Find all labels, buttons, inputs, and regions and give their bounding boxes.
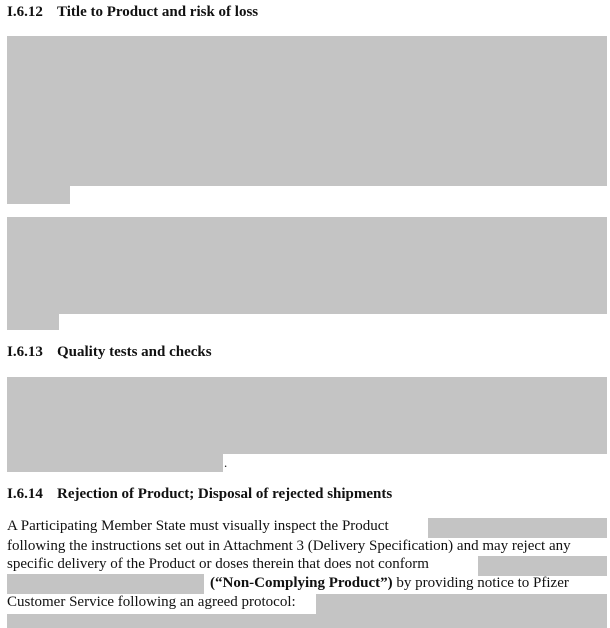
redaction-block (7, 454, 223, 472)
paragraph-line: specific delivery of the Product or doses therein that does not conform (7, 556, 429, 572)
section-number: I.6.12 (7, 4, 43, 20)
redaction-block (316, 594, 607, 614)
section-heading-i613 (7, 344, 212, 361)
paragraph-line: Customer Service following an agreed protocol: (7, 594, 296, 610)
section-heading-i614 (7, 486, 392, 503)
redaction-block (7, 377, 607, 454)
trailing-period: . (224, 455, 228, 470)
defined-term: (“Non-Complying Product”) (210, 575, 393, 591)
section-number: I.6.13 (7, 344, 43, 360)
section-title: Title to Product and risk of loss (57, 4, 259, 20)
paragraph-line: following the instructions set out in Attachment 3 (Delivery Specification) and may reject any (7, 538, 571, 554)
section-title: Quality tests and checks (57, 344, 212, 360)
section-title: Rejection of Product; Disposal of rejected shipments (57, 486, 393, 502)
redaction-block (7, 574, 204, 594)
redaction-block (478, 556, 607, 576)
paragraph-line: A Participating Member State must visually inspect the Product (7, 518, 389, 534)
paragraph-line (210, 575, 569, 592)
redaction-block (7, 36, 607, 186)
redaction-block (7, 217, 607, 314)
redaction-block (7, 186, 70, 204)
redaction-block (7, 314, 59, 330)
section-number: I.6.14 (7, 486, 43, 502)
paragraph-text: by providing notice to Pfizer (392, 575, 569, 591)
redaction-block (428, 518, 607, 538)
section-heading-i612 (7, 4, 258, 21)
redaction-block (7, 614, 607, 628)
